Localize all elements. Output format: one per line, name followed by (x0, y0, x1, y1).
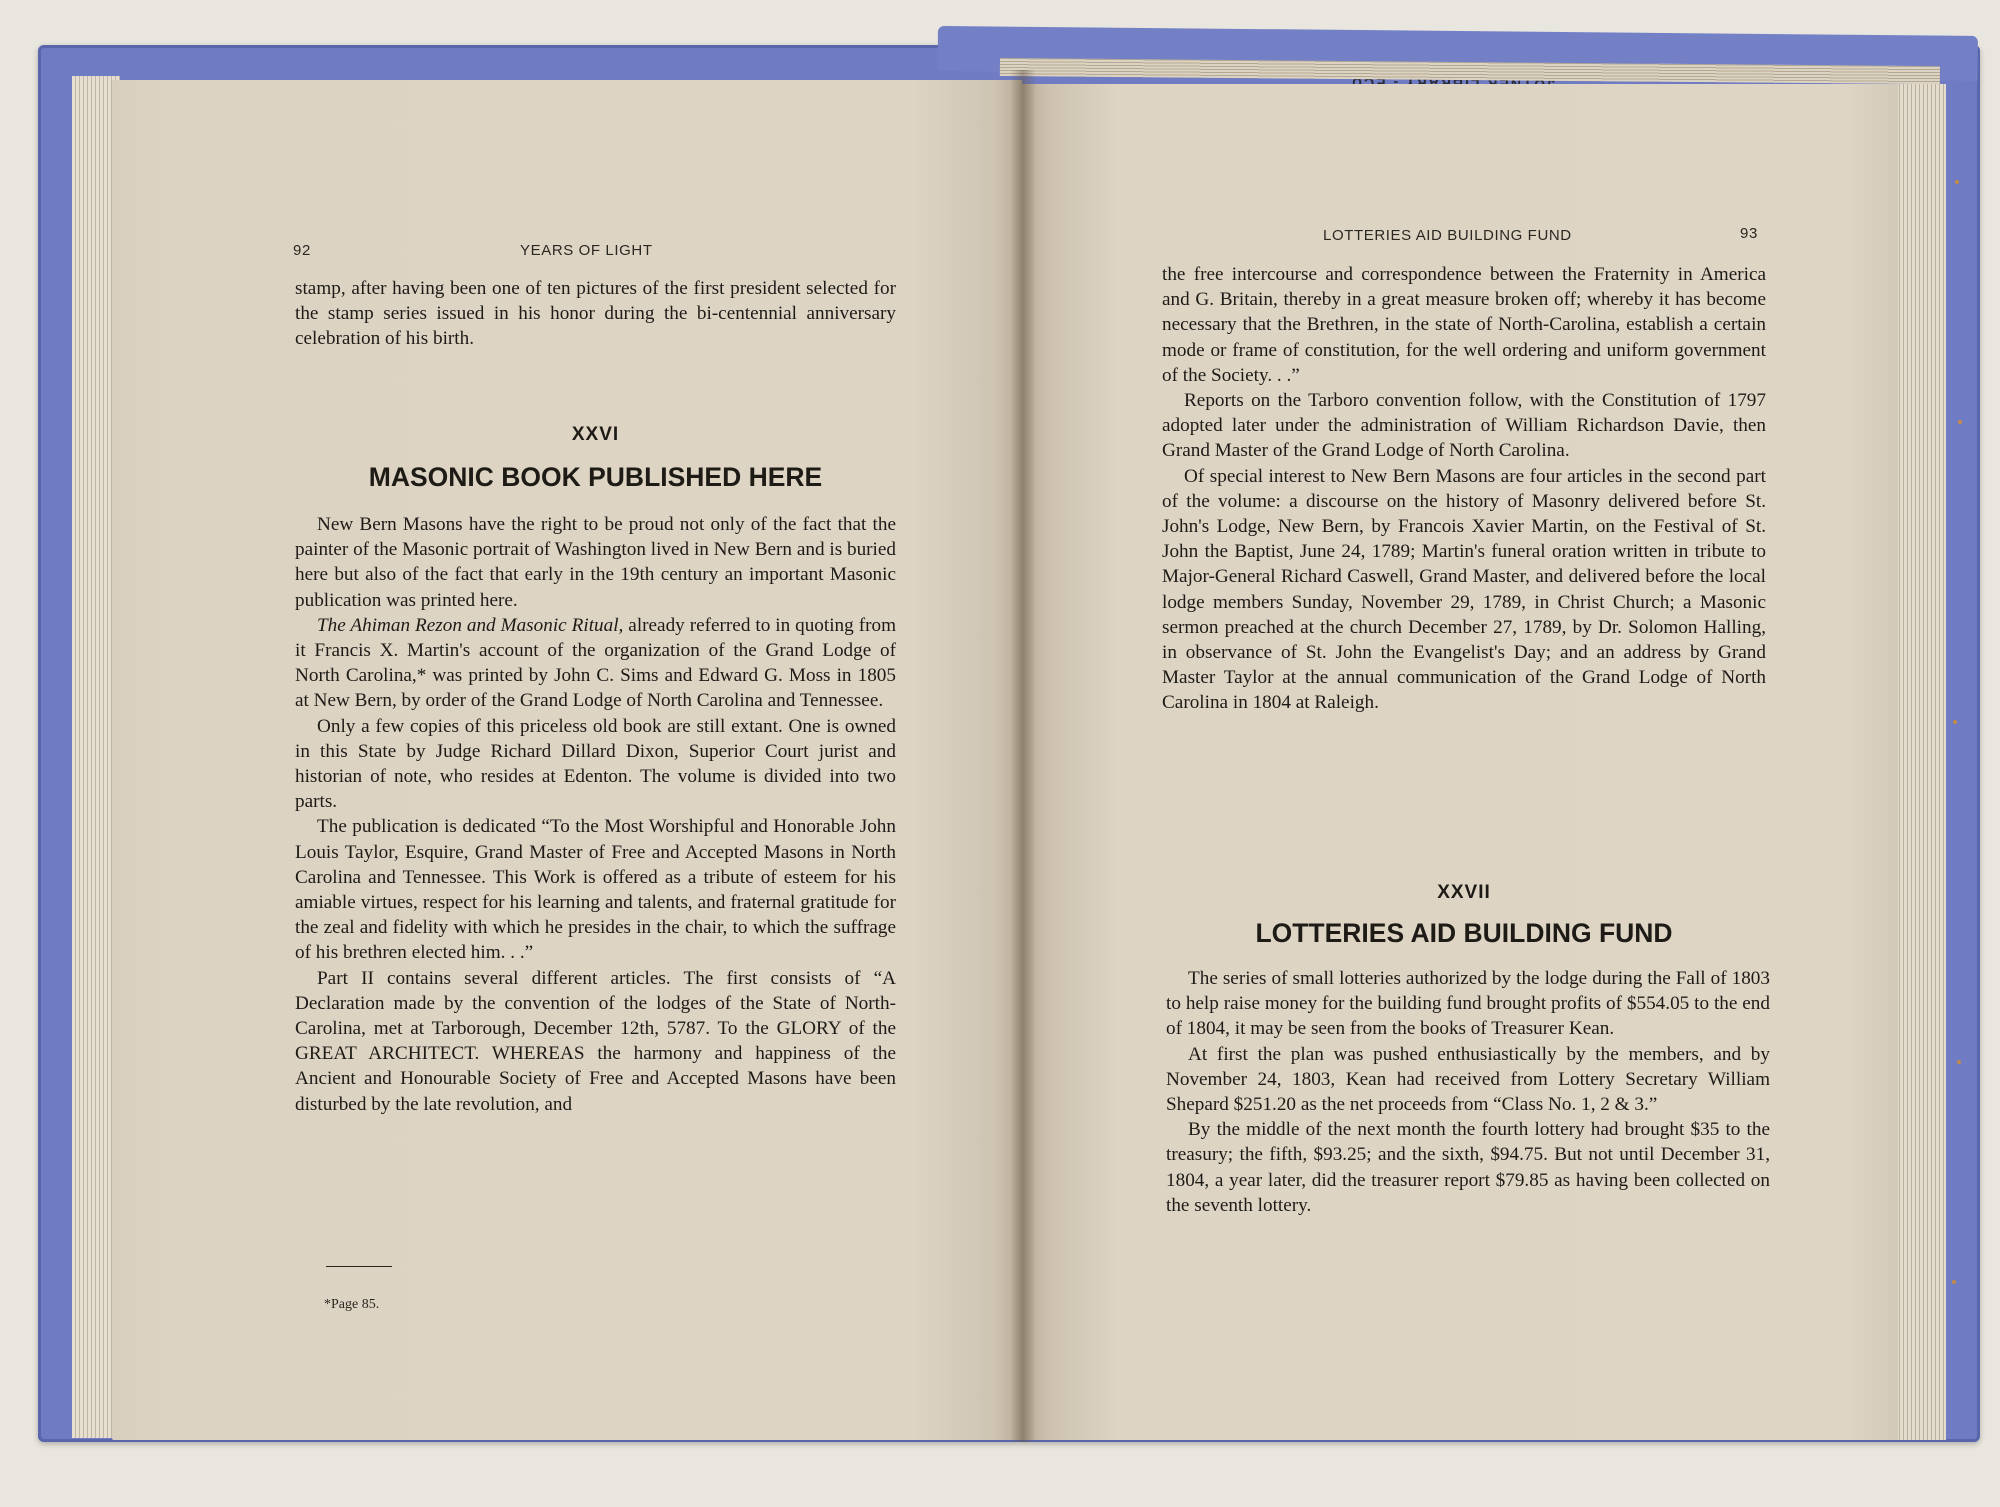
left-opening-text (295, 276, 896, 352)
right-chapter-title: LOTTERIES AID BUILDING FUND (1255, 918, 1673, 948)
right-page-number: 93 (1740, 225, 1758, 242)
foxing-speck (1953, 720, 1957, 724)
right-paragraph-1: the free intercourse and correspondence between the Fraternity in America and G. Britain, thereby in a great measure broken off; whereby it has become necessary that the Brethren, in the state of North-Carolina, establish a certain mode or frame of constitution, for the well ordering and uniform government of the Society. . .” (1162, 264, 1766, 386)
right-top-text (1162, 262, 1766, 716)
right-paragraph-6: By the middle of the next month the fourth lottery had brought $35 to the treasury; the fifth, $93.25; and the sixth, $94.75. But not until December 31, 1804, a year later, did the treasurer report $79.85 as having been collected on the seventh lottery. (1166, 1119, 1770, 1216)
right-paragraph-4: The series of small lotteries authorized by the lodge during the Fall of 1803 to help raise money for the building fund brought profits of $554.05 to the end of 1804, it may be seen from the books of Treasurer Kean. (1166, 968, 1770, 1040)
right-chapter-number: XXVII (1437, 882, 1491, 903)
left-paragraph-2-text: already referred to in quoting from it Francis X. Martin's account of the organization of the Grand Lodge of North Carolina,* was printed by John C. Sims and Edward G. Moss in 1805 at New Bern, by order of the Grand Lodge of North Carolina and Tennessee. (295, 614, 896, 712)
right-paragraph-3: Of special interest to New Bern Masons are four articles in the second part of the volume: a discourse on the history of Masonry delivered before St. John's Lodge, New Bern, by Francois Xavier Martin, on the Festival of St. John the Baptist, June 24, 1789; Martin's funeral oration written in tribute to Major-General Richard Caswell, Grand Master, and delivered before the local lodge members Sunday, November 29, 1789, in Christ Church; a Masonic sermon preached at the church December 27, 1789, by Dr. Solomon Halling, in observance of St. John the Evangelist's Day; and an address by Grand Master Taylor at the annual communication of the Grand Lodge of North Carolina in 1804 at Raleigh. (1162, 465, 1766, 714)
foxing-speck (1955, 180, 1959, 184)
footnote-rule (326, 1266, 392, 1267)
right-paragraph-5: At first the plan was pushed enthusiastically by the members, and by November 24, 1803, Kean had received from Lottery Secretary William Shepard $251.20 as the net proceeds from “Class No. 1, 2 & 3.” (1166, 1043, 1770, 1116)
foxing-speck (1952, 1280, 1956, 1284)
left-body-text (295, 512, 896, 1117)
left-paragraph-1: New Bern Masons have the right to be proud not only of the fact that the painter of the Masonic portrait of Washington lived in New Bern and is buried here but also of the fact that early in the 19th century an important Masonic publication was printed here. (295, 514, 896, 611)
left-page-number: 92 (293, 242, 311, 259)
right-running-head: LOTTERIES AID BUILDING FUND (1323, 227, 1572, 244)
book-gutter (1010, 70, 1036, 1442)
left-running-head: YEARS OF LIGHT (520, 242, 653, 259)
left-chapter-number: XXVI (571, 424, 620, 445)
foxing-speck (1957, 1060, 1961, 1064)
right-bottom-text (1166, 966, 1770, 1218)
foxing-speck (1958, 420, 1962, 424)
left-opening-paragraph: stamp, after having been one of ten pictures of the first president selected for the stamp series issued in his honor during the bi-centennial anniversary celebration of his birth. (295, 278, 896, 350)
page-edges-right (1892, 84, 1946, 1440)
left-paragraph-4: The publication is dedicated “To the Most Worshipful and Honorable John Louis Taylor, Esquire, Grand Master of Free and Accepted Masons in North Carolina and Tennessee. This Work is offered as a tribute of esteem for his amiable virtues, respect for his learning and talents, and fraternal gratitude for the zeal and fidelity with which he presides in the chair, to which the suffrage of his brethren elected him. . .” (295, 816, 896, 964)
left-paragraph-5: Part II contains several different articles. The first consists of “A Declaration made by the convention of the lodges of the State of North-Carolina, met at Tarborough, December 12th, 5787. To the GLORY of the GREAT ARCHITECT. WHEREAS the harmony and happiness of the Ancient and Honourable Society of Free and Accepted Masons have been disturbed by the late revolution, and (295, 967, 896, 1115)
italic-book-title: The Ahiman Rezon and Masonic Ritual, (317, 614, 624, 636)
left-paragraph-3: Only a few copies of this priceless old book are still extant. One is owned in this State by Judge Richard Dillard Dixon, Superior Court jurist and historian of note, who resides at Edenton. The volume is divided into two parts. (295, 715, 896, 813)
left-chapter-title: MASONIC BOOK PUBLISHED HERE (368, 462, 823, 492)
footnote: *Page 85. (324, 1297, 380, 1312)
left-paragraph-2 (295, 613, 896, 714)
right-paragraph-2: Reports on the Tarboro convention follow, with the Constitution of 1797 adopted later under the administration of William Richardson Davie, then Grand Master of the Grand Lodge of North Carolina. (1162, 390, 1766, 462)
